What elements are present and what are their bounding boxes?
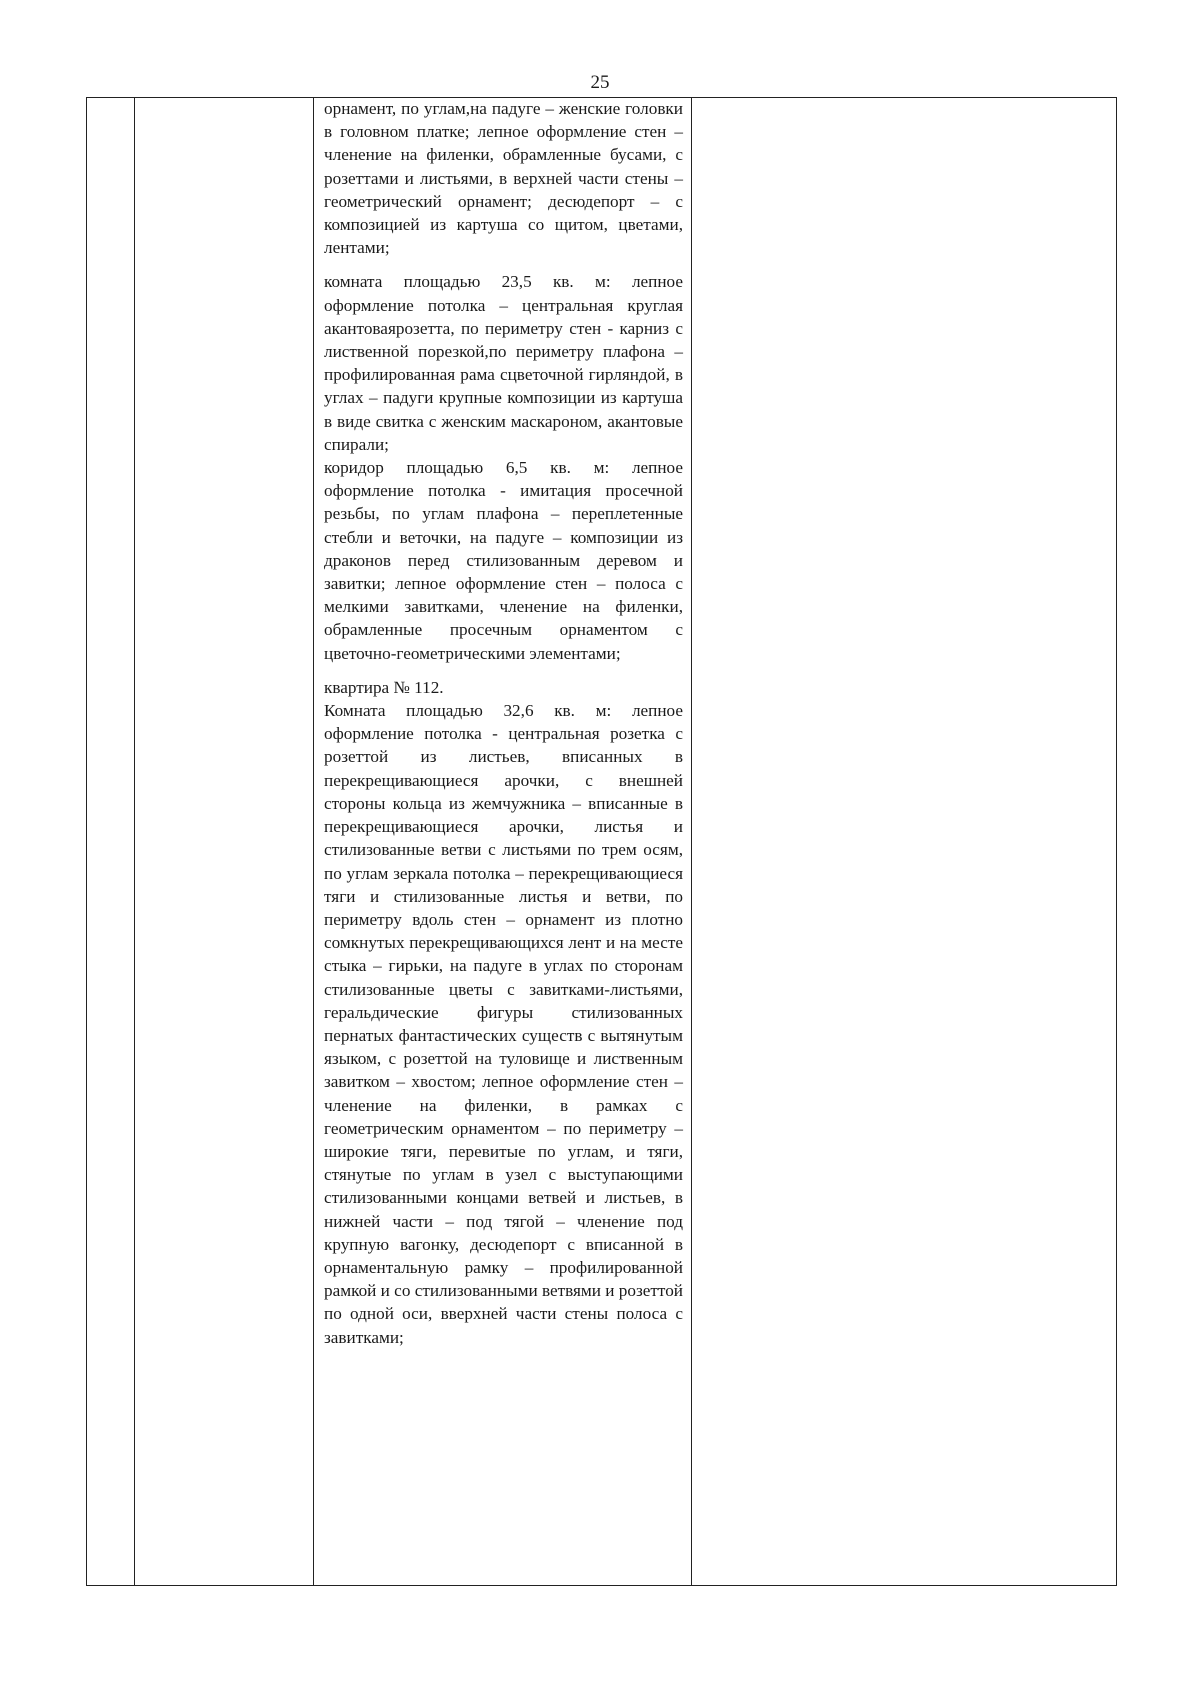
- description-paragraph: Комната площадью 32,6 кв. м: лепное оформление потолка - центральная розетка с розеттой из листьев, вписанных в перекрещивающиеся арочки, с внешней стороны кольца из жемчужника – вписанные в перекрещивающиеся арочки, листья и стилизованные ветви с листьями по трем осям, по углам зеркала потолка – перекрещивающиеся тяги и стилизованные листья и ветви, по периметру вдоль стен – орнамент из плотно сомкнутых перекрещивающихся лент и на месте стыка – гирьки, на падуге в углах по сторонам стилизованные цветы с завитками-листьями, геральдические фигуры стилизованных пернатых фантастических существ с вытянутым языком, с розеттой на туловище и лиственным завитком – хвостом; лепное оформление стен – членение на филенки, в рамках с геометрическим орнаментом – по периметру – широкие тяги, перевитые по углам, и тяги, стянутые по углам в узел с выступающими стилизованными концами ветвей и листьев, в нижней части – под тягой – членение под крупную вагонку, десюдепорт с вписанной в орнаментальную рамку – профилированной рамкой и со стилизованными ветвями и розеттой по одной оси, вверхней части стены полоса с завитками;: [324, 701, 683, 1347]
- apartment-heading: квартира № 112.: [324, 677, 444, 697]
- table-cell-object: [135, 98, 314, 1586]
- description-paragraph: комната площадью 23,5 кв. м: лепное оформление потолка – центральная круглая акантоваярозетта, по периметру стен - карниз с лиственной порезкой,по периметру плафона – профилированная рама сцветочной гирляндой, в углах – падуги крупные композиции из картуша в виде свитка с женским маскароном, акантовые спирали;: [324, 272, 683, 454]
- table-row: [87, 98, 1117, 1586]
- description-paragraph: орнамент, по углам,на падуге – женские головки в головном платке; лепное оформление стен – членение на филенки, обрамленные бусами, с розеттами и листьями, в верхней части стены – геометрический орнамент; десюдепорт – с композицией из картуша со щитом, цветами, лентами;: [324, 99, 683, 258]
- page-number: 25: [590, 72, 610, 93]
- table-cell-description: [314, 98, 692, 1586]
- table-cell-number: [87, 98, 135, 1586]
- table-cell-notes: [692, 98, 1117, 1586]
- heritage-table: [86, 97, 1117, 1586]
- description-paragraph: коридор площадью 6,5 кв. м: лепное оформление потолка - имитация просечной резьбы, по углам плафона – переплетенные стебли и веточки, на падуге – композиции из драконов перед стилизованным деревом и завитки; лепное оформление стен – полоса с мелкими завитками, членение на филенки, обрамленные просечным орнаментом с цветочно-геометрическими элементами;: [324, 458, 683, 663]
